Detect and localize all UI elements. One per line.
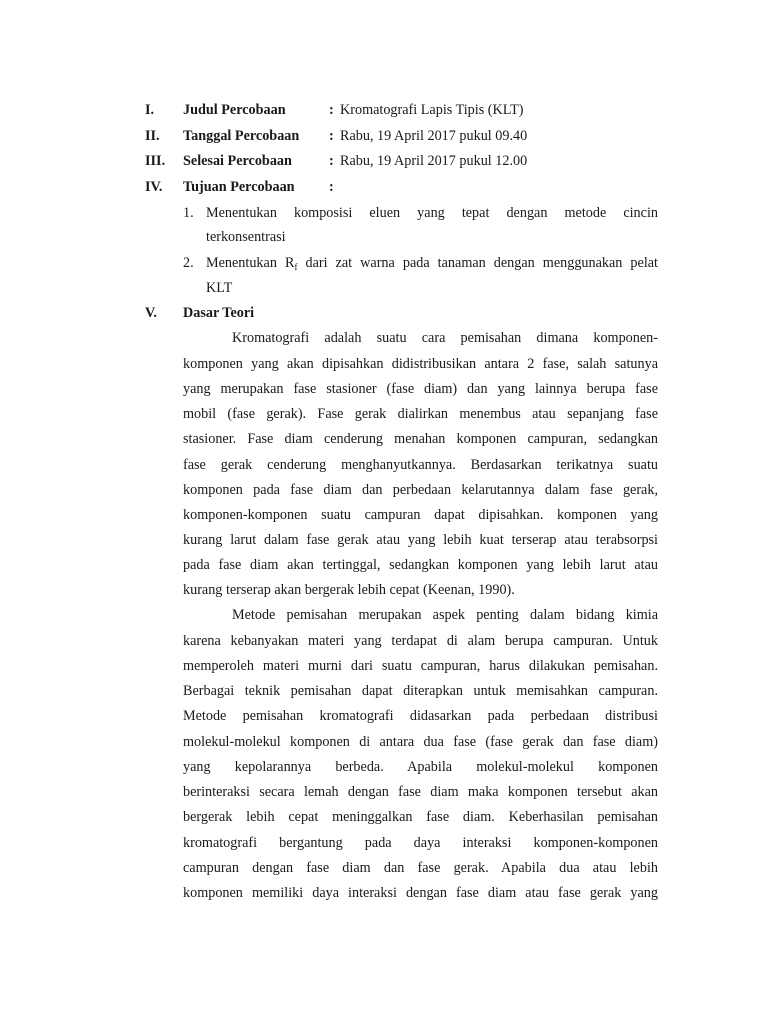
colon: :: [329, 153, 334, 169]
list-text-line: Menentukan $R_f$ dari zat warna pada tanaman dengan menggunakan pelat: [206, 255, 658, 272]
paragraph-line: komponen pada fase diam dan perbedaan kelarutannya dalam fase gerak,: [183, 482, 658, 498]
section-label: Tujuan Percobaan: [183, 179, 295, 195]
paragraph-line: Metode pemisahan merupakan aspek penting dalam bidang kimia: [232, 607, 658, 623]
section-value: Rabu, 19 April 2017 pukul 12.00: [340, 153, 528, 169]
paragraph-line: memperoleh materi murni dari suatu campuran, harus dilakukan pemisahan.: [183, 658, 658, 674]
paragraph-line: kurang larut dalam fase gerak atau yang lebih kuat terserap atau terabsorpsi: [183, 532, 658, 548]
list-text-line: terkonsentrasi: [206, 229, 286, 245]
colon: :: [329, 102, 334, 118]
paragraph-line: yang kepolarannya berbeda. Apabila molekul-molekul komponen: [183, 759, 658, 775]
section-number: V.: [145, 305, 157, 321]
section-value: Kromatografi Lapis Tipis (KLT): [340, 102, 524, 118]
colon: :: [329, 128, 334, 144]
paragraph-line: Metode pemisahan kromatografi didasarkan pada perbedaan distribusi: [183, 708, 658, 724]
paragraph-line: Kromatografi adalah suatu cara pemisahan dimana komponen-: [232, 330, 658, 346]
list-text-line: KLT: [206, 280, 233, 296]
paragraph-line: komponen yang akan dipisahkan didistribusikan antara 2 fase, salah satunya: [183, 356, 658, 372]
section-number: III.: [145, 153, 166, 169]
paragraph-line: kurang terserap akan bergerak lebih cepat (Keenan, 1990).: [183, 582, 515, 598]
paragraph-line: molekul-molekul komponen di antara dua fase (fase gerak dan fase diam): [183, 734, 658, 750]
section-value: Rabu, 19 April 2017 pukul 09.40: [340, 128, 528, 144]
paragraph-line: yang merupakan fase stasioner (fase diam) dan yang lainnya berupa fase: [183, 381, 658, 397]
paragraph-line: pada fase diam akan tertinggal, sedangkan komponen yang lebih larut atau: [183, 557, 658, 573]
section-label: Tanggal Percobaan: [183, 128, 300, 144]
paragraph-line: stasioner. Fase diam cenderung menahan komponen campuran, sedangkan: [183, 431, 658, 447]
section-number: IV.: [145, 179, 163, 195]
list-number: 1.: [183, 205, 194, 221]
section-number: II.: [145, 128, 160, 144]
colon: :: [329, 179, 334, 195]
paragraph-line: komponen-komponen suatu campuran dapat dipisahkan. komponen yang: [183, 507, 658, 523]
paragraph-line: komponen memiliki daya interaksi dengan fase diam atau fase gerak yang: [183, 885, 658, 901]
list-number: 2.: [183, 255, 194, 271]
section-label: Dasar Teori: [183, 305, 255, 321]
section-label: Selesai Percobaan: [183, 153, 292, 169]
paragraph-line: berinteraksi secara lemah dengan fase diam maka komponen tersebut akan: [183, 784, 658, 800]
paragraph-line: kromatografi bergantung pada daya interaksi komponen-komponen: [183, 835, 658, 851]
section-number: I.: [145, 102, 155, 118]
paragraph-line: bergerak lebih cepat meninggalkan fase diam. Keberhasilan pemisahan: [183, 809, 658, 825]
paragraph-line: campuran dengan fase diam dan fase gerak. Apabila dua atau lebih: [183, 860, 658, 876]
list-text-line: Menentukan komposisi eluen yang tepat dengan metode cincin: [206, 205, 658, 221]
paragraph-line: mobil (fase gerak). Fase gerak dialirkan menembus atau sepanjang fase: [183, 406, 658, 422]
paragraph-line: fase gerak cenderung menghanyutkannya. Berdasarkan terikatnya suatu: [183, 457, 658, 473]
paragraph-line: Berbagai teknik pemisahan dapat diterapkan untuk memisahkan campuran.: [183, 683, 658, 699]
paragraph-line: karena kebanyakan materi yang terdapat di alam berupa campuran. Untuk: [183, 633, 658, 649]
section-label: Judul Percobaan: [183, 102, 286, 118]
